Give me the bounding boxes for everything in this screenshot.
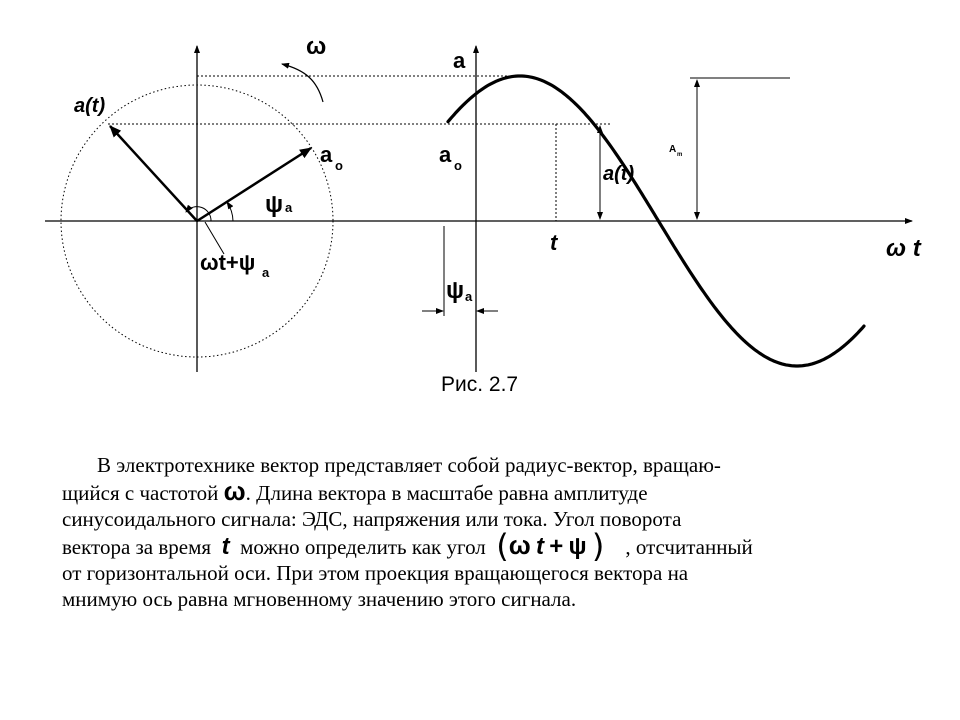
vector-a-t bbox=[110, 126, 197, 221]
a0-curve-label: a bbox=[439, 142, 452, 167]
psi-offset-label: ψ bbox=[446, 277, 465, 304]
paragraph-line-4 bbox=[62, 527, 912, 565]
psi-angle-label: ψ bbox=[265, 191, 284, 218]
a-axis-label: a bbox=[453, 48, 466, 73]
a0-vector-label: a bbox=[320, 142, 333, 167]
omega-t-axis-label: ω t bbox=[886, 235, 921, 262]
amplitude-label: A bbox=[669, 144, 677, 155]
paragraph-text: . Длина вектора в масштабе равна амплитуде bbox=[245, 481, 648, 505]
omega-label: ω bbox=[306, 33, 327, 60]
rotation-arrow-icon bbox=[282, 64, 323, 102]
paragraph-line-1: В электротехнике вектор представляет собой радиус-вектор, вращаю- bbox=[97, 453, 721, 477]
vector-a0 bbox=[197, 148, 311, 221]
omega-t-psi-subscript: a bbox=[262, 265, 270, 280]
omega-symbol: ω bbox=[223, 476, 246, 506]
formula-paren-close: ) bbox=[591, 527, 605, 565]
a-t-right-label: a(t) bbox=[603, 163, 635, 185]
paragraph-line-5: от горизонтальной оси. При этом проекция вращающегося вектора на bbox=[62, 561, 689, 585]
description-paragraph bbox=[62, 452, 912, 612]
formula-paren-open: ( bbox=[496, 527, 509, 565]
omega-t-psi-label: ωt+ψ bbox=[200, 250, 256, 275]
paragraph-text: , отсчитанный bbox=[625, 535, 753, 559]
angle-arc-psi bbox=[227, 202, 233, 221]
formula-plus: + bbox=[549, 533, 564, 560]
paragraph-text: можно определить как угол bbox=[240, 535, 486, 559]
paragraph-line-2 bbox=[62, 478, 912, 506]
figure-caption: Рис. 2.7 bbox=[441, 373, 519, 396]
t-mark-label: t bbox=[550, 230, 558, 255]
formula-omega: ω bbox=[508, 530, 531, 560]
paragraph-text: вектора за время bbox=[62, 535, 212, 559]
paragraph-line-6: мнимую ось равна мгновенному значению этого сигнала. bbox=[62, 587, 577, 611]
paragraph-line-3: синусоидального сигнала: ЭДС, напряжения или тока. Угол поворота bbox=[62, 507, 682, 531]
formula-t: t bbox=[536, 533, 544, 560]
a0-vector-subscript: o bbox=[335, 158, 343, 173]
a0-curve-subscript: o bbox=[454, 158, 462, 173]
amplitude-subscript: m bbox=[677, 152, 683, 158]
psi-offset-subscript: a bbox=[465, 289, 473, 304]
psi-angle-subscript: a bbox=[285, 200, 293, 215]
paragraph-text: щийся с частотой bbox=[62, 481, 219, 505]
formula-psi: ψ bbox=[568, 533, 587, 560]
t-symbol: t bbox=[221, 533, 230, 560]
a-t-left-label: a(t) bbox=[74, 95, 106, 117]
